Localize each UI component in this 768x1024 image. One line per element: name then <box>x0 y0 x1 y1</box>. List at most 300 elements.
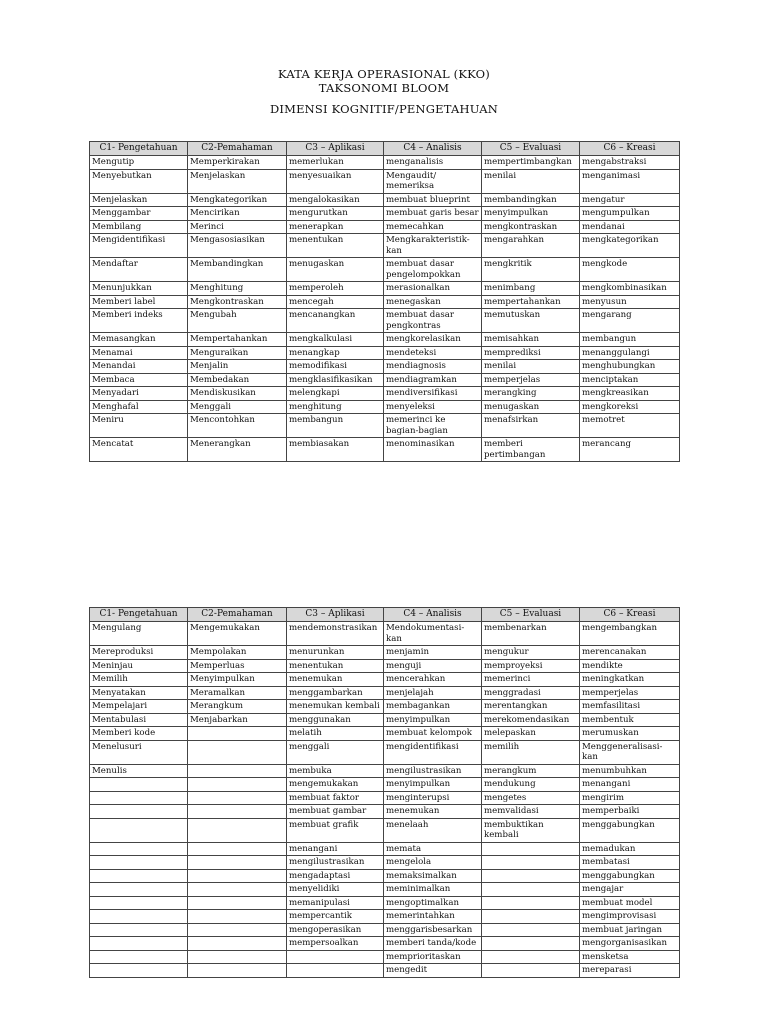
table-cell: menyimpulkan <box>384 778 482 792</box>
table-row <box>90 169 680 193</box>
table-cell: memberi tanda/kode <box>384 937 482 951</box>
table-cell: mengkontraskan <box>482 220 580 234</box>
table-cell: menciptakan <box>580 373 680 387</box>
table-cell: membuat kelompok <box>384 727 482 741</box>
table-row <box>90 387 680 401</box>
kko-table-1 <box>89 141 680 462</box>
table-cell: mengkreasikan <box>580 387 680 401</box>
table-row <box>90 896 680 910</box>
table-cell: Mendaftar <box>90 258 188 282</box>
table-cell: mengabstraksi <box>580 156 680 170</box>
table-cell: memutuskan <box>482 309 580 333</box>
table-cell <box>90 856 188 870</box>
table-row <box>90 673 680 687</box>
table-cell: Menulis <box>90 764 188 778</box>
table-cell: mereparasi <box>580 964 680 978</box>
table-row <box>90 778 680 792</box>
table-cell <box>188 896 287 910</box>
table-cell: mengatur <box>580 193 680 207</box>
table-cell: Menggali <box>188 400 287 414</box>
table-cell: menentukan <box>287 234 384 258</box>
table-cell: memisahkan <box>482 333 580 347</box>
table-cell: Menandai <box>90 360 188 374</box>
table-cell: menjelajah <box>384 686 482 700</box>
table-row <box>90 869 680 883</box>
table-cell: menyelidiki <box>287 883 384 897</box>
table-cell: mengoperasikan <box>287 923 384 937</box>
table-cell: mengarahkan <box>482 234 580 258</box>
table-cell: Mengkategorikan <box>188 193 287 207</box>
table-cell: menyusun <box>580 295 680 309</box>
table-cell: memotret <box>580 414 680 438</box>
table-cell: memperbaiki <box>580 805 680 819</box>
table-row <box>90 937 680 951</box>
kko-table-2 <box>89 607 680 978</box>
table-cell: Merinci <box>188 220 287 234</box>
table-cell: Mempertahankan <box>188 333 287 347</box>
table-cell: membentuk <box>580 713 680 727</box>
table-cell: memperjelas <box>482 373 580 387</box>
table-cell: menggambarkan <box>287 686 384 700</box>
column-header: C4 – Analisis <box>384 142 482 156</box>
table-cell: Menamai <box>90 346 188 360</box>
table-cell: mengelola <box>384 856 482 870</box>
table-row <box>90 764 680 778</box>
table-cell <box>90 818 188 842</box>
table-cell <box>482 883 580 897</box>
table-cell: mengoptimalkan <box>384 896 482 910</box>
table-cell: menangani <box>580 778 680 792</box>
table-cell <box>90 869 188 883</box>
table-cell: menumbuhkan <box>580 764 680 778</box>
table-cell: menilai <box>482 169 580 193</box>
table-cell: membuat blueprint <box>384 193 482 207</box>
table-cell: memprediksi <box>482 346 580 360</box>
table-cell: Mengaudit/ memeriksa <box>384 169 482 193</box>
table-cell: mengklasifikasikan <box>287 373 384 387</box>
table-cell: menominasikan <box>384 438 482 462</box>
table-cell: mendikte <box>580 659 680 673</box>
table-cell: menugaskan <box>287 258 384 282</box>
table-cell: Mencirikan <box>188 207 287 221</box>
table-cell: Menghitung <box>188 282 287 296</box>
table-cell <box>188 869 287 883</box>
table-cell: Menunjukkan <box>90 282 188 296</box>
table-cell: Mencontohkan <box>188 414 287 438</box>
table-cell: membuktikan kembali <box>482 818 580 842</box>
table-row <box>90 156 680 170</box>
table-cell: memodifikasi <box>287 360 384 374</box>
table-cell: Meramalkan <box>188 686 287 700</box>
table-cell <box>188 950 287 964</box>
column-header: C5 – Evaluasi <box>482 142 580 156</box>
table-row <box>90 400 680 414</box>
table-cell <box>90 842 188 856</box>
table-cell: mencegah <box>287 295 384 309</box>
table-row <box>90 842 680 856</box>
document-title: KATA KERJA OPERASIONAL (KKO) <box>278 67 490 81</box>
table-cell: mengkoreksi <box>580 400 680 414</box>
table-cell: mendiagnosis <box>384 360 482 374</box>
table-row <box>90 791 680 805</box>
table-cell: Memilih <box>90 673 188 687</box>
table-row <box>90 295 680 309</box>
table-row <box>90 333 680 347</box>
table-cell: mencerahkan <box>384 673 482 687</box>
table-cell <box>482 896 580 910</box>
table-cell: memprioritaskan <box>384 950 482 964</box>
table-cell: Merangkum <box>188 700 287 714</box>
table-cell: mengembangkan <box>580 622 680 646</box>
table-cell: mengemukakan <box>287 778 384 792</box>
table-cell <box>287 964 384 978</box>
column-header: C6 – Kreasi <box>580 608 680 622</box>
table-cell <box>188 805 287 819</box>
table-row <box>90 923 680 937</box>
column-header: C3 – Aplikasi <box>287 608 384 622</box>
table-row <box>90 346 680 360</box>
table-cell: memanipulasi <box>287 896 384 910</box>
table-cell: membangun <box>580 333 680 347</box>
table-cell <box>90 923 188 937</box>
table-cell: mengarang <box>580 309 680 333</box>
table-cell <box>482 937 580 951</box>
table-cell: menafsirkan <box>482 414 580 438</box>
table-cell: Menjelaskan <box>90 193 188 207</box>
table-cell: Menghafal <box>90 400 188 414</box>
table-cell <box>482 856 580 870</box>
table-cell: menguji <box>384 659 482 673</box>
table-row <box>90 713 680 727</box>
table-cell: menyimpulkan <box>384 713 482 727</box>
table-cell: mendukung <box>482 778 580 792</box>
table-cell: memproyeksi <box>482 659 580 673</box>
table-row <box>90 360 680 374</box>
table-cell: memerintahkan <box>384 910 482 924</box>
table-cell: mengidentifikasi <box>384 740 482 764</box>
table-cell: Menjabarkan <box>188 713 287 727</box>
table-cell: menghubungkan <box>580 360 680 374</box>
table-cell: Membandingkan <box>188 258 287 282</box>
table-cell: mengilustrasikan <box>384 764 482 778</box>
table-cell: Memberi label <box>90 295 188 309</box>
table-cell: meningkatkan <box>580 673 680 687</box>
table-cell: Menyebutkan <box>90 169 188 193</box>
table-cell: menurunkan <box>287 646 384 660</box>
table-cell <box>188 727 287 741</box>
table-cell: mengkalkulasi <box>287 333 384 347</box>
table-cell <box>90 964 188 978</box>
table-cell: mengkritik <box>482 258 580 282</box>
table-cell: menganalisis <box>384 156 482 170</box>
table-cell: mendeteksi <box>384 346 482 360</box>
table-cell: Menggambar <box>90 207 188 221</box>
table-cell <box>287 950 384 964</box>
table-cell: menganimasi <box>580 169 680 193</box>
table-cell: Memberi indeks <box>90 309 188 333</box>
table-cell: membagankan <box>384 700 482 714</box>
table-cell <box>188 791 287 805</box>
table-cell: memerlukan <box>287 156 384 170</box>
table-cell <box>90 950 188 964</box>
table-cell: menyesuaikan <box>287 169 384 193</box>
table-cell: Menggeneralisasi-kan <box>580 740 680 764</box>
table-cell: menegaskan <box>384 295 482 309</box>
table-row <box>90 220 680 234</box>
table-cell: mendiversifikasi <box>384 387 482 401</box>
table-cell: mengkorelasikan <box>384 333 482 347</box>
table-cell: memerinci ke bagian-bagian <box>384 414 482 438</box>
table-cell: menemukan <box>287 673 384 687</box>
table-cell: menemukan kembali <box>287 700 384 714</box>
table-cell <box>188 856 287 870</box>
table-cell: Menelusuri <box>90 740 188 764</box>
table-cell <box>482 950 580 964</box>
table-cell: menyimpulkan <box>482 207 580 221</box>
table-cell: menugaskan <box>482 400 580 414</box>
table-cell: mengorganisasikan <box>580 937 680 951</box>
table-cell: menangani <box>287 842 384 856</box>
table-cell: memerinci <box>482 673 580 687</box>
table-cell: merangking <box>482 387 580 401</box>
table-row <box>90 622 680 646</box>
table-cell: membuat model <box>580 896 680 910</box>
table-cell: menyeleksi <box>384 400 482 414</box>
table-cell: Membaca <box>90 373 188 387</box>
column-header: C6 – Kreasi <box>580 142 680 156</box>
column-header: C2-Pemahaman <box>188 142 287 156</box>
table-cell: membuat faktor <box>287 791 384 805</box>
table-cell <box>188 778 287 792</box>
table-cell: menggunakan <box>287 713 384 727</box>
table-cell: Mengkarakteristik-kan <box>384 234 482 258</box>
table-cell: Meninjau <box>90 659 188 673</box>
table-cell: merentangkan <box>482 700 580 714</box>
table-cell: memadukan <box>580 842 680 856</box>
table-row <box>90 234 680 258</box>
table-cell: menimbang <box>482 282 580 296</box>
table-cell <box>90 791 188 805</box>
table-cell: Memberi kode <box>90 727 188 741</box>
table-cell: mendiagramkan <box>384 373 482 387</box>
table-cell: menjamin <box>384 646 482 660</box>
table-row <box>90 282 680 296</box>
table-cell: mempertahankan <box>482 295 580 309</box>
table-cell: memvalidasi <box>482 805 580 819</box>
table-row <box>90 805 680 819</box>
table-cell <box>90 910 188 924</box>
table-cell: Menjelaskan <box>188 169 287 193</box>
table-cell: menentukan <box>287 659 384 673</box>
table-row <box>90 258 680 282</box>
table-cell: membuat dasar pengkontras <box>384 309 482 333</box>
table-cell: mengajar <box>580 883 680 897</box>
table-cell: mengimprovisasi <box>580 910 680 924</box>
table-cell <box>482 869 580 883</box>
table-cell <box>188 818 287 842</box>
table-row <box>90 910 680 924</box>
column-header: C2-Pemahaman <box>188 608 287 622</box>
table-row <box>90 659 680 673</box>
table-cell: membenarkan <box>482 622 580 646</box>
table-cell: melepaskan <box>482 727 580 741</box>
column-header: C4 – Analisis <box>384 608 482 622</box>
table-cell: Memasangkan <box>90 333 188 347</box>
table-cell: Meniru <box>90 414 188 438</box>
table-cell <box>188 842 287 856</box>
table-cell: Mentabulasi <box>90 713 188 727</box>
table-cell: membuat jaringan <box>580 923 680 937</box>
table-cell: Menyatakan <box>90 686 188 700</box>
table-cell: menggradasi <box>482 686 580 700</box>
column-header: C5 – Evaluasi <box>482 608 580 622</box>
table-cell: mencanangkan <box>287 309 384 333</box>
table-cell: Memperkirakan <box>188 156 287 170</box>
table-cell: merancang <box>580 438 680 462</box>
table-cell: merencanakan <box>580 646 680 660</box>
table-cell: mengilustrasikan <box>287 856 384 870</box>
table-cell: membuat gambar <box>287 805 384 819</box>
table-cell: merekomendasikan <box>482 713 580 727</box>
table-cell: membuka <box>287 764 384 778</box>
column-header: C3 – Aplikasi <box>287 142 384 156</box>
table-cell <box>188 883 287 897</box>
table-cell: menemukan <box>384 805 482 819</box>
table-cell: menginterupsi <box>384 791 482 805</box>
table-row <box>90 207 680 221</box>
table-row <box>90 727 680 741</box>
table-cell <box>482 842 580 856</box>
table-cell <box>90 883 188 897</box>
table-cell: memata <box>384 842 482 856</box>
table-cell: menangkap <box>287 346 384 360</box>
table-cell: membatasi <box>580 856 680 870</box>
table-cell <box>90 778 188 792</box>
table-cell: menghitung <box>287 400 384 414</box>
table-row <box>90 438 680 462</box>
table-cell: membandingkan <box>482 193 580 207</box>
table-header-row <box>90 608 680 622</box>
table-row <box>90 950 680 964</box>
table-cell <box>90 805 188 819</box>
table-cell: melatih <box>287 727 384 741</box>
table-cell <box>482 964 580 978</box>
table-row <box>90 646 680 660</box>
column-header: C1- Pengetahuan <box>90 142 188 156</box>
table-cell: mensketsa <box>580 950 680 964</box>
table-cell: mempertimbangkan <box>482 156 580 170</box>
table-cell: mendanai <box>580 220 680 234</box>
table-header-row <box>90 142 680 156</box>
table-row <box>90 818 680 842</box>
table-cell: mengukur <box>482 646 580 660</box>
table-cell <box>188 740 287 764</box>
table-row <box>90 700 680 714</box>
table-cell: melengkapi <box>287 387 384 401</box>
table-cell: Mengulang <box>90 622 188 646</box>
table-cell: Memperluas <box>188 659 287 673</box>
table-cell: mempercantik <box>287 910 384 924</box>
table-cell: Mengidentifikasi <box>90 234 188 258</box>
table-cell: Membedakan <box>188 373 287 387</box>
table-cell <box>482 910 580 924</box>
table-cell: Mengkontraskan <box>188 295 287 309</box>
table-cell: mengkode <box>580 258 680 282</box>
table-cell: mengkombinasikan <box>580 282 680 296</box>
table-cell: Menjalin <box>188 360 287 374</box>
table-cell: mengumpulkan <box>580 207 680 221</box>
table-cell: menanggulangi <box>580 346 680 360</box>
table-row <box>90 193 680 207</box>
table-cell: memilih <box>482 740 580 764</box>
table-cell: Mengemukakan <box>188 622 287 646</box>
table-cell: Mendiskusikan <box>188 387 287 401</box>
table-cell: Mempelajari <box>90 700 188 714</box>
table-row <box>90 856 680 870</box>
table-cell: Mencatat <box>90 438 188 462</box>
table-cell <box>188 910 287 924</box>
table-cell: Mempolakan <box>188 646 287 660</box>
table-cell <box>188 937 287 951</box>
table-cell: menggabungkan <box>580 818 680 842</box>
table-cell: Mengasosiasikan <box>188 234 287 258</box>
table-cell: menerapkan <box>287 220 384 234</box>
table-row <box>90 964 680 978</box>
table-cell: mengedit <box>384 964 482 978</box>
document-section-title: DIMENSI KOGNITIF/PENGETAHUAN <box>269 102 499 116</box>
table-cell: merumuskan <box>580 727 680 741</box>
table-cell: memfasilitasi <box>580 700 680 714</box>
table-cell: mengalokasikan <box>287 193 384 207</box>
table-cell: Mereproduksi <box>90 646 188 660</box>
table-cell: membuat dasar pengelompokkan <box>384 258 482 282</box>
table-row <box>90 309 680 333</box>
table-cell <box>188 964 287 978</box>
table-cell: Mengubah <box>188 309 287 333</box>
table-cell: Menguraikan <box>188 346 287 360</box>
table-cell: Mengutip <box>90 156 188 170</box>
table-cell: merasionalkan <box>384 282 482 296</box>
table-cell <box>482 923 580 937</box>
table-cell: Membilang <box>90 220 188 234</box>
table-cell <box>188 764 287 778</box>
table-row <box>90 686 680 700</box>
table-cell: membuat garis besar <box>384 207 482 221</box>
table-row <box>90 883 680 897</box>
table-row <box>90 740 680 764</box>
table-cell: memperoleh <box>287 282 384 296</box>
table-cell: memecahkan <box>384 220 482 234</box>
table-cell: memaksimalkan <box>384 869 482 883</box>
table-cell: mengurutkan <box>287 207 384 221</box>
table-cell: Mendokumentasi-kan <box>384 622 482 646</box>
table-cell: Menyimpulkan <box>188 673 287 687</box>
document-subtitle: TAKSONOMI BLOOM <box>318 81 450 95</box>
table-cell: mengadaptasi <box>287 869 384 883</box>
table-cell: mengirim <box>580 791 680 805</box>
table-cell: menilai <box>482 360 580 374</box>
table-cell: memperjelas <box>580 686 680 700</box>
table-cell: mendemonstrasikan <box>287 622 384 646</box>
table-cell: mempersoalkan <box>287 937 384 951</box>
table-cell: membuat grafik <box>287 818 384 842</box>
table-row <box>90 373 680 387</box>
table-cell <box>90 896 188 910</box>
table-cell: menggali <box>287 740 384 764</box>
table-cell: membiasakan <box>287 438 384 462</box>
table-cell: Menyadari <box>90 387 188 401</box>
table-cell <box>90 937 188 951</box>
